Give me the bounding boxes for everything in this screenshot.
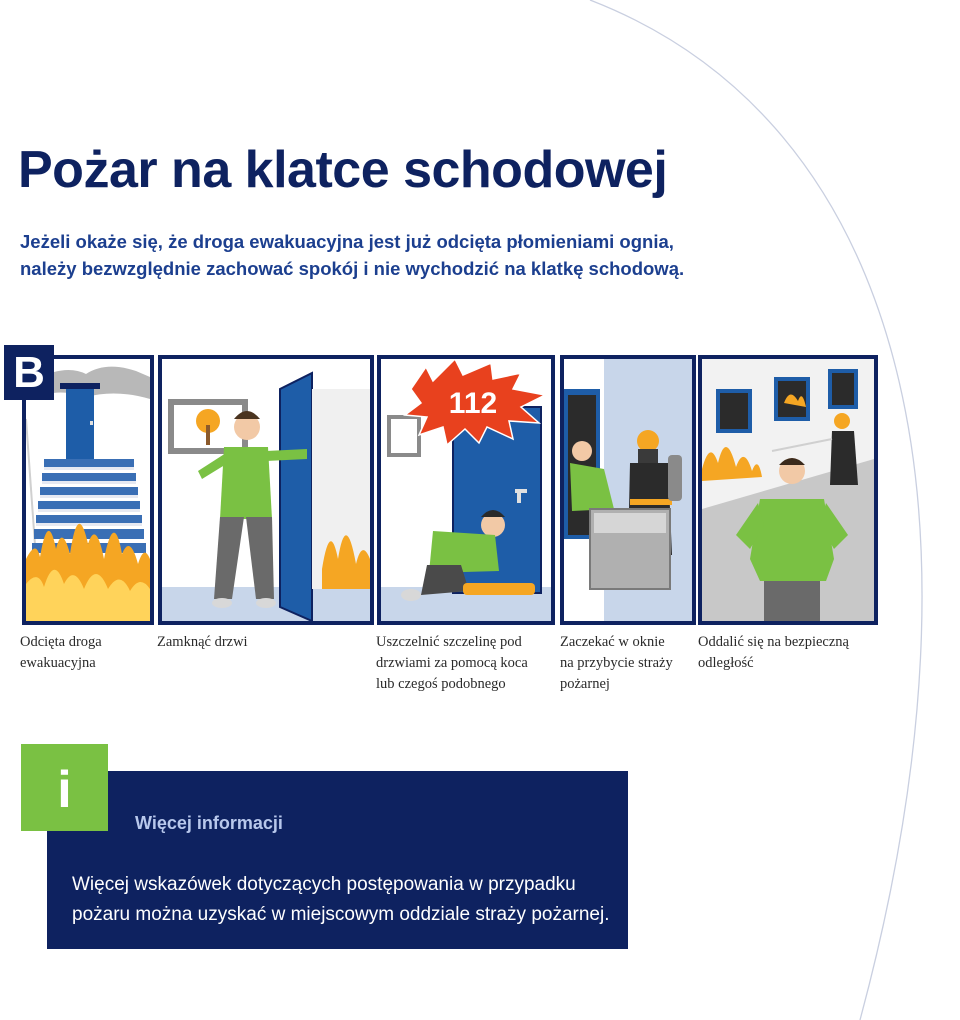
caption-panel-3 — [376, 632, 528, 695]
caption-line: Zamknąć drzwi — [157, 634, 248, 650]
caption-line: Odcięta droga — [20, 634, 102, 650]
caption-line: odległość — [698, 655, 754, 671]
caption-line: Uszczelnić szczelinę pod — [376, 634, 522, 650]
caption-line: drzwiami za pomocą koca — [376, 655, 528, 671]
info-icon — [21, 744, 108, 831]
intro-line: należy bezwzględnie zachować spokój i nie wychodzić na klatkę schodową. — [20, 258, 685, 279]
caption-line: pożarnej — [560, 676, 610, 692]
info-title: Więcej informacji — [135, 813, 283, 833]
panel-4 — [560, 355, 696, 625]
info-line: pożaru można uzyskać w miejscowym oddziale straży pożarnej. — [72, 904, 610, 925]
intro-line: Jeżeli okaże się, że droga ewakuacyjna jest już odcięta płomieniami ognia, — [20, 231, 674, 252]
info-line: Więcej wskazówek dotyczących postępowania w przypadku — [72, 874, 576, 895]
caption-panel-4 — [560, 632, 673, 695]
info-icon-letter: i — [57, 761, 72, 819]
caption-line: lub czegoś podobnego — [376, 676, 506, 692]
panel-5 — [698, 355, 878, 625]
info-text — [72, 870, 610, 930]
sealing-door-icon — [381, 359, 551, 621]
intro-text — [20, 228, 740, 282]
emergency-number-badge: 112 — [448, 387, 498, 420]
caption-panel-2 — [157, 632, 248, 653]
panel-2 — [158, 355, 374, 625]
caption-line: Zaczekać w oknie — [560, 634, 665, 650]
window-rescue-icon — [564, 359, 692, 621]
caption-line: na przybycie straży — [560, 655, 673, 671]
caption-line: ewakuacyjna — [20, 655, 96, 671]
caption-panel-1 — [20, 632, 102, 674]
section-badge — [4, 345, 54, 400]
caption-panel-5 — [698, 632, 849, 674]
panel-3 — [377, 355, 555, 625]
safe-distance-icon — [702, 359, 874, 621]
page-title: Pożar na klatce schodowej — [18, 141, 668, 199]
section-badge-label: B — [13, 348, 45, 397]
closing-door-icon — [162, 359, 370, 621]
caption-line: Oddalić się na bezpieczną — [698, 634, 849, 650]
